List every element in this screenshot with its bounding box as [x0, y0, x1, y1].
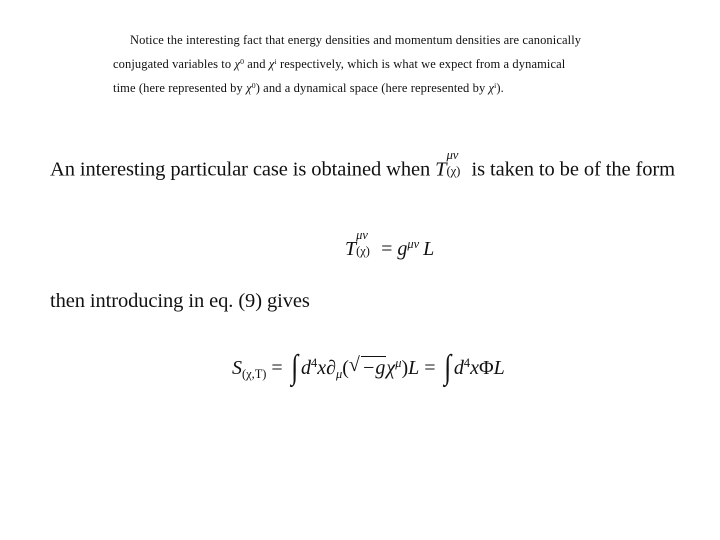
- square-root: [348, 354, 387, 380]
- superscript-zero: 0: [251, 80, 256, 90]
- sentence1-post: is taken to be of the form: [466, 158, 675, 181]
- tensor-T: T: [435, 158, 447, 181]
- chi-symbol: χ: [234, 57, 241, 71]
- eq1-L: L: [423, 238, 435, 260]
- eq1-metric-superscript: μν: [407, 237, 420, 252]
- eq2-Phi: Φ: [478, 357, 494, 379]
- line2-text-pre: conjugated variables to: [113, 57, 235, 71]
- eq2-L1: L: [408, 357, 420, 379]
- chi-symbol: χ: [488, 81, 495, 95]
- eq2-x2: x: [470, 357, 479, 379]
- notice-paragraph: [113, 28, 633, 100]
- superscript-i: i: [274, 56, 277, 66]
- eq2-chi: χ: [386, 357, 396, 379]
- eq1-superscript: μν: [356, 228, 368, 243]
- tensor-indices: [446, 148, 466, 179]
- eq1-subscript: (χ): [356, 243, 370, 258]
- eq2-L2: L: [493, 357, 505, 379]
- chi-symbol: χ: [268, 57, 275, 71]
- eq2-d2-superscript: 4: [463, 356, 471, 371]
- chi-symbol: χ: [246, 81, 252, 95]
- radical-sign: √: [348, 354, 360, 376]
- sentence1-pre: An interesting particular case is obtained when: [50, 158, 436, 181]
- partial-derivative: ∂: [326, 357, 337, 379]
- line2-text-post: respectively, which is what we expect from a dynamical: [276, 57, 566, 71]
- integral-sign: ∫: [443, 349, 451, 386]
- eq2-S-subscript: (χ,T): [242, 366, 267, 381]
- eq2-d2: d: [453, 357, 464, 379]
- sentence-introducing: then introducing in eq. (9) gives: [50, 290, 310, 312]
- eq1-equals: =: [376, 238, 398, 260]
- radicand: −g: [361, 357, 386, 379]
- sentence-particular-case: [50, 148, 675, 182]
- equation-tensor-form: [345, 228, 435, 261]
- partial-subscript: μ: [336, 366, 343, 381]
- superscript-i: i: [494, 80, 497, 90]
- line3-text-pre: time (here represented by: [113, 81, 247, 95]
- eq2-d: d: [301, 357, 312, 379]
- superscript-zero: 0: [240, 56, 245, 66]
- eq2-equals-2: =: [419, 357, 441, 379]
- eq1-T: T: [345, 238, 357, 260]
- eq1-indices: [356, 228, 376, 258]
- line2-text-mid: and: [244, 57, 269, 71]
- eq1-metric-g: g: [397, 238, 408, 260]
- tensor-subscript: (χ): [446, 164, 461, 179]
- paren-open: (: [342, 357, 349, 379]
- paragraph-line-1: Notice the interesting fact that energy densities and momentum densities are canonically: [130, 33, 582, 47]
- eq2-chi-superscript: μ: [395, 356, 402, 371]
- eq2-d-superscript: 4: [311, 356, 318, 371]
- paren-close: ): [401, 357, 409, 379]
- equation-action: [232, 345, 505, 386]
- line3-text-mid: ) and a dynamical space (here represented by: [255, 81, 489, 95]
- paragraph-line-2: [113, 52, 633, 76]
- integral-sign: ∫: [290, 349, 298, 386]
- paragraph-line-3: [113, 76, 633, 100]
- eq2-x: x: [317, 357, 327, 379]
- tensor-superscript: μν: [446, 148, 459, 163]
- line3-text-post: ).: [496, 81, 504, 95]
- eq2-equals-1: =: [266, 357, 288, 379]
- eq2-S: S: [232, 357, 242, 379]
